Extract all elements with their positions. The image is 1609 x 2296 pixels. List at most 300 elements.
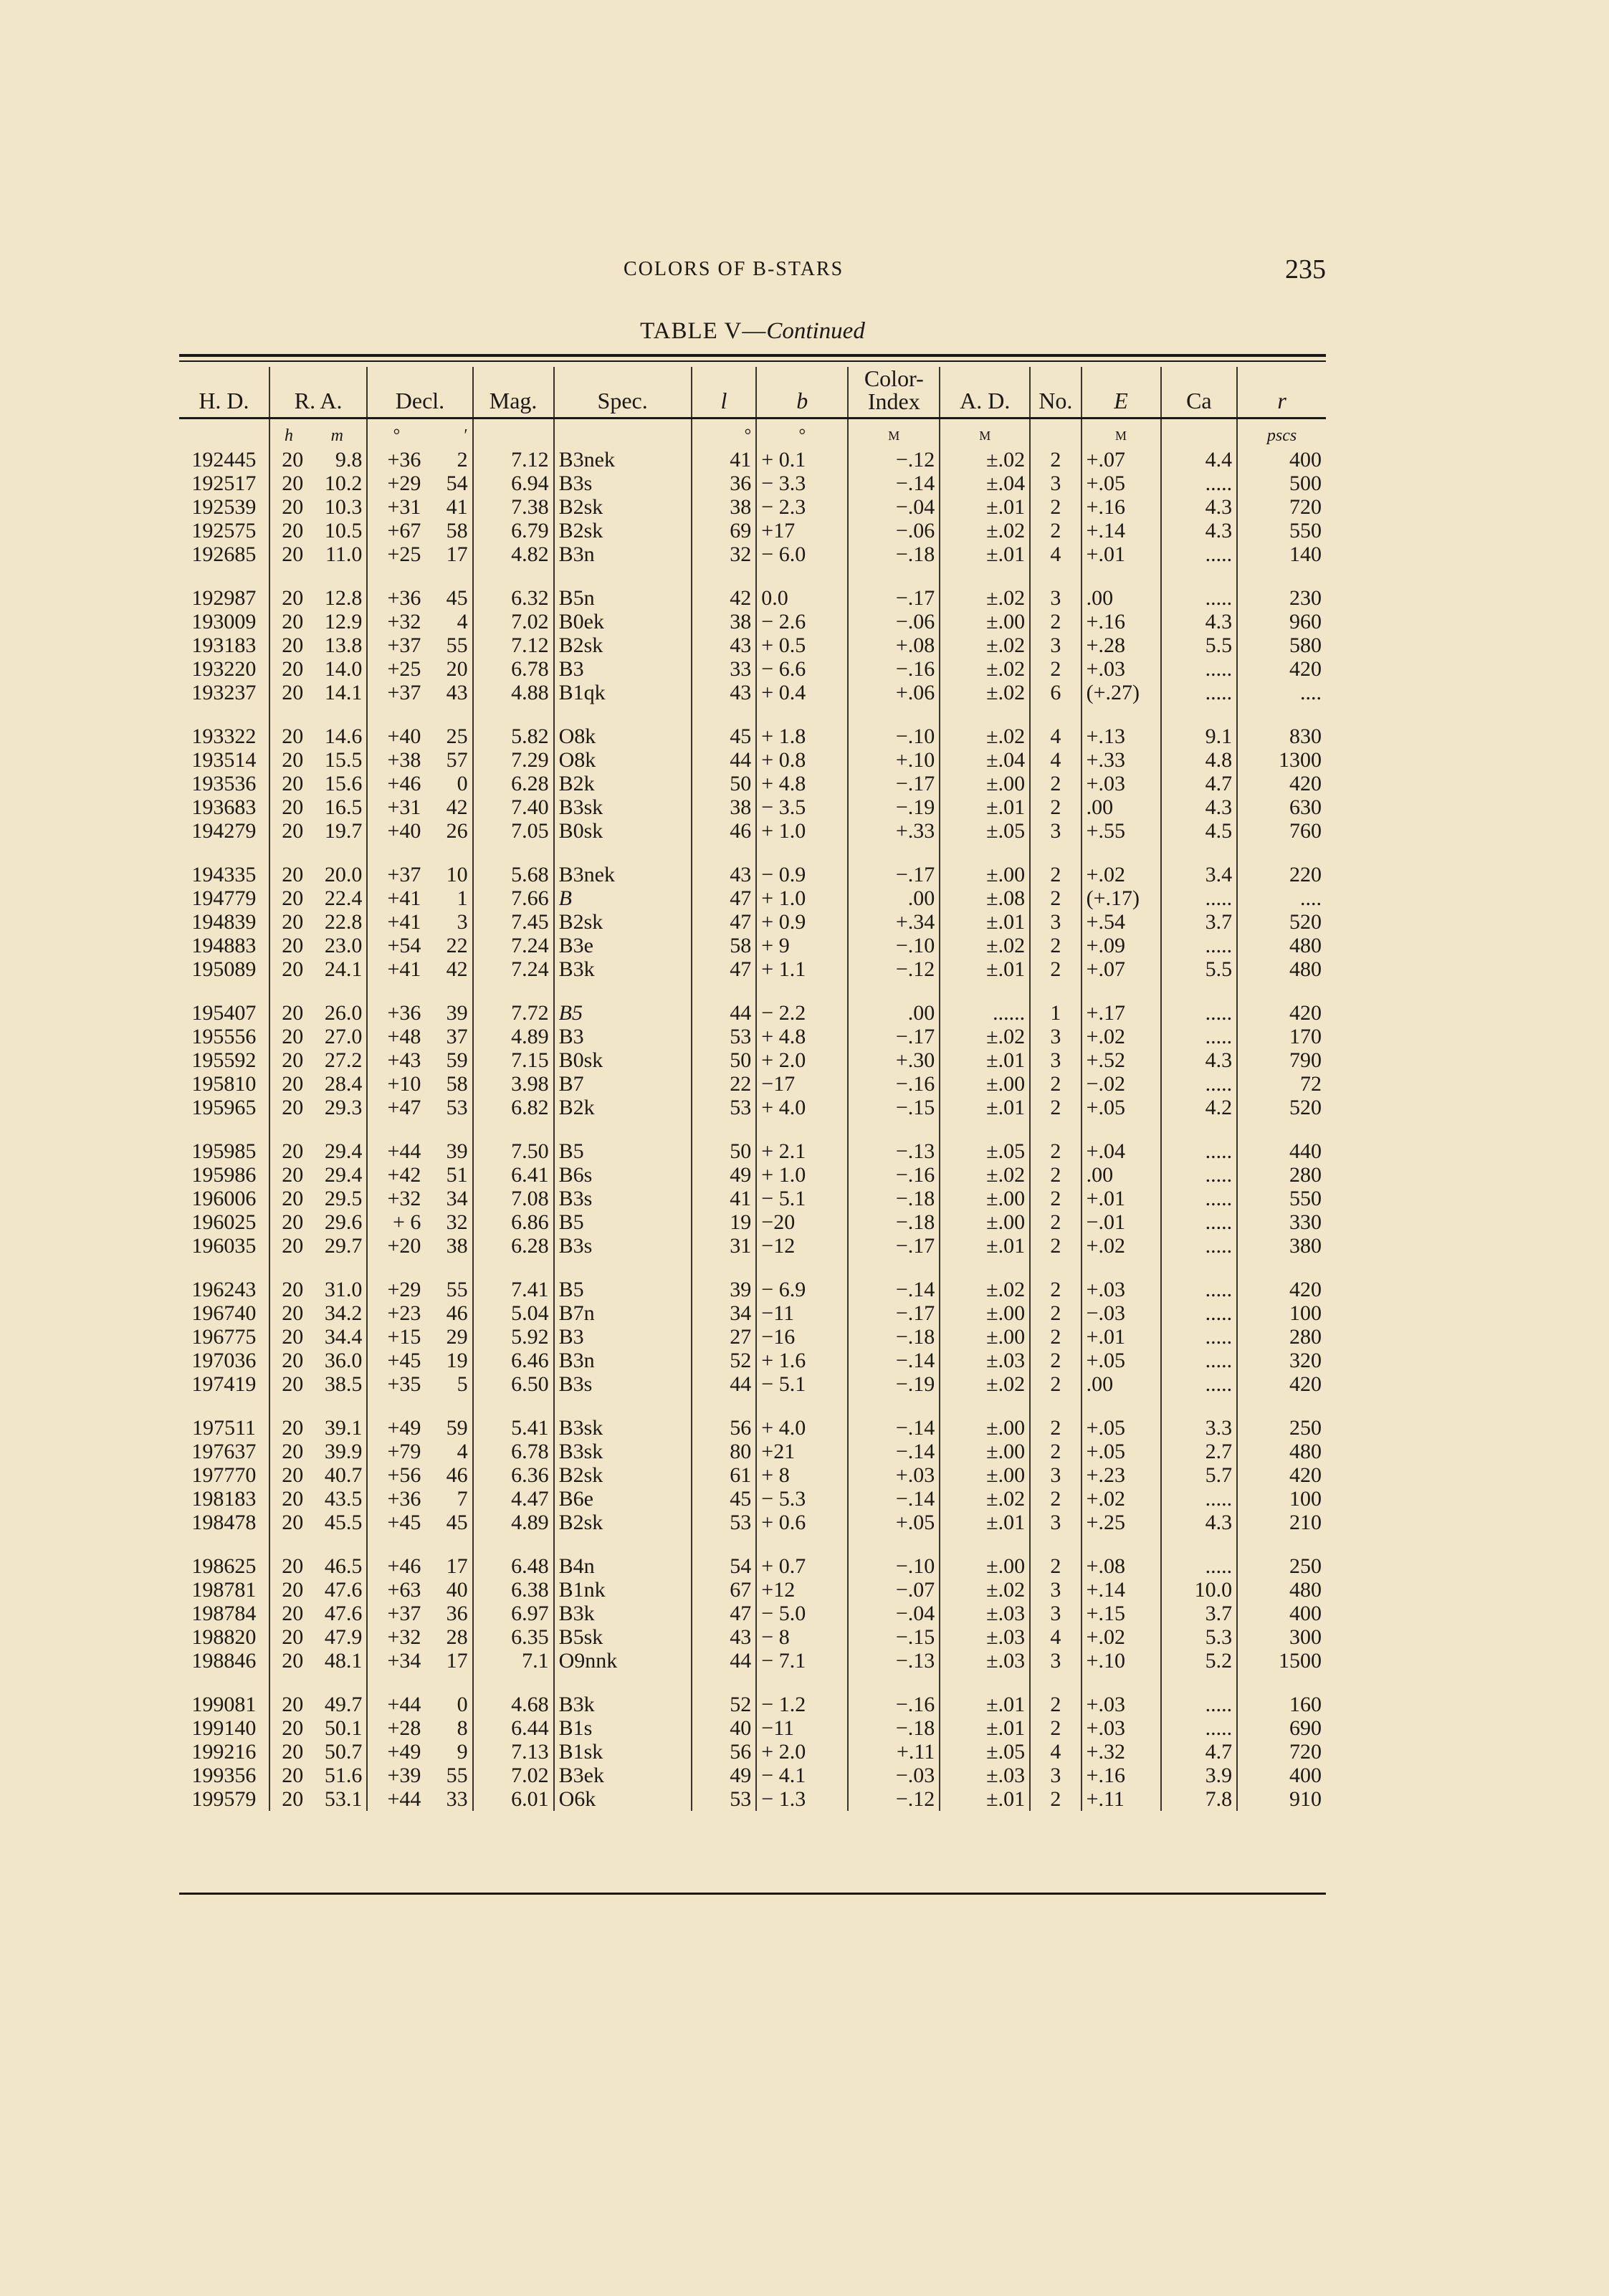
cell-l: 49 bbox=[692, 1163, 757, 1187]
cell-ad: ±.00 bbox=[940, 772, 1030, 795]
cell-ad: ±.03 bbox=[940, 1349, 1030, 1372]
cell-ad: ±.02 bbox=[940, 633, 1030, 657]
cell-l: 53 bbox=[692, 1787, 757, 1811]
cell-ca: 10.0 bbox=[1161, 1578, 1238, 1602]
cell-ad: ±.04 bbox=[940, 472, 1030, 495]
cell-hd: 199356 bbox=[191, 1764, 257, 1787]
cell-decl-deg: +20 bbox=[367, 1234, 425, 1258]
cell-color-index: −.12 bbox=[848, 448, 940, 472]
cell-no: 2 bbox=[1030, 772, 1081, 795]
cell-ca: 4.7 bbox=[1161, 1740, 1238, 1764]
cell-r: 550 bbox=[1237, 1187, 1326, 1210]
cell-b: − 4.1 bbox=[756, 1764, 848, 1787]
cell-hd: 196006 bbox=[191, 1187, 257, 1210]
cell-spec: B0sk bbox=[554, 819, 692, 843]
cell-ra-h: 20 bbox=[269, 1258, 307, 1301]
cell-color-index: −.04 bbox=[848, 495, 940, 519]
cell-decl-deg: +36 bbox=[367, 448, 425, 472]
cell-ad: ±.05 bbox=[940, 1119, 1030, 1163]
cell-e: +.16 bbox=[1082, 495, 1161, 519]
cell-no: 1 bbox=[1030, 981, 1081, 1025]
cell-r: 420 bbox=[1237, 657, 1326, 681]
cell-ra-h: 20 bbox=[269, 1511, 307, 1534]
cell-l: 33 bbox=[692, 657, 757, 681]
cell-l: 27 bbox=[692, 1325, 757, 1349]
cell-decl-deg: +79 bbox=[367, 1440, 425, 1463]
col-e: E bbox=[1082, 367, 1161, 418]
cell-ra-m: 39.9 bbox=[324, 1440, 363, 1463]
cell-e: +.05 bbox=[1082, 1396, 1161, 1440]
cell-r: 160 bbox=[1237, 1673, 1326, 1716]
page-number: 235 bbox=[1285, 254, 1326, 284]
cell-decl-deg: +15 bbox=[367, 1325, 425, 1349]
cell-mag: 6.82 bbox=[473, 1096, 554, 1119]
cell-ra-h: 20 bbox=[269, 1764, 307, 1787]
cell-no: 2 bbox=[1030, 519, 1081, 542]
cell-ra-m: 13.8 bbox=[324, 633, 363, 657]
cell-no: 2 bbox=[1030, 1187, 1081, 1210]
cell-ra-h: 20 bbox=[269, 957, 307, 981]
cell-ra-m: 53.1 bbox=[324, 1787, 363, 1811]
cell-r: 220 bbox=[1237, 843, 1326, 886]
cell-spec: B6e bbox=[554, 1487, 692, 1511]
cell-mag: 7.13 bbox=[473, 1740, 554, 1764]
cell-ra-m: 24.1 bbox=[324, 957, 363, 981]
cell-b: + 4.8 bbox=[756, 1025, 848, 1048]
cell-spec: O8k bbox=[554, 748, 692, 772]
cell-spec: B5 bbox=[554, 1258, 692, 1301]
table-caption-main: TABLE V— bbox=[640, 318, 767, 344]
col-spec: Spec. bbox=[554, 367, 692, 418]
cell-hd: 199140 bbox=[191, 1716, 257, 1740]
cell-r: 400 bbox=[1237, 448, 1326, 472]
cell-spec: B3nek bbox=[554, 448, 692, 472]
cell-b: −16 bbox=[756, 1325, 848, 1349]
cell-ra-h: 20 bbox=[269, 472, 307, 495]
cell-decl-min: 25 bbox=[446, 724, 468, 748]
cell-mag: 7.29 bbox=[473, 748, 554, 772]
cell-mag: 6.41 bbox=[473, 1163, 554, 1187]
cell-l: 53 bbox=[692, 1511, 757, 1534]
cell-ad: ±.01 bbox=[940, 542, 1030, 566]
cell-b: − 5.0 bbox=[756, 1602, 848, 1625]
table-row bbox=[179, 1096, 1326, 1119]
cell-ra-m: 14.6 bbox=[324, 724, 363, 748]
cell-b: +21 bbox=[756, 1440, 848, 1463]
cell-l: 47 bbox=[692, 957, 757, 981]
cell-color-index: −.14 bbox=[848, 472, 940, 495]
cell-decl-deg: +10 bbox=[367, 1072, 425, 1096]
cell-ca: ..... bbox=[1161, 1487, 1238, 1511]
cell-r: .... bbox=[1237, 681, 1326, 704]
cell-ca: 5.5 bbox=[1161, 957, 1238, 981]
cell-no: 2 bbox=[1030, 610, 1081, 633]
col-ca: Ca bbox=[1161, 367, 1238, 418]
cell-mag: 6.32 bbox=[473, 566, 554, 610]
cell-color-index: −.10 bbox=[848, 1534, 940, 1578]
cell-decl-deg: +32 bbox=[367, 1187, 425, 1210]
cell-ad: ±.04 bbox=[940, 748, 1030, 772]
cell-b: −17 bbox=[756, 1072, 848, 1096]
cell-ad: ±.00 bbox=[940, 1463, 1030, 1487]
cell-b: − 7.1 bbox=[756, 1649, 848, 1673]
cell-spec: B3k bbox=[554, 957, 692, 981]
cell-mag: 4.89 bbox=[473, 1511, 554, 1534]
cell-hd: 192539 bbox=[191, 495, 257, 519]
cell-hd: 193514 bbox=[191, 748, 257, 772]
cell-ra-m: 22.8 bbox=[324, 910, 363, 934]
cell-b: + 0.5 bbox=[756, 633, 848, 657]
cell-ad: ±.02 bbox=[940, 1258, 1030, 1301]
unit-ad: M bbox=[940, 418, 1030, 449]
cell-r: 440 bbox=[1237, 1119, 1326, 1163]
cell-b: + 2.1 bbox=[756, 1119, 848, 1163]
cell-l: 40 bbox=[692, 1716, 757, 1740]
cell-hd: 196035 bbox=[191, 1234, 257, 1258]
cell-b: −11 bbox=[756, 1716, 848, 1740]
cell-ca: ..... bbox=[1161, 1258, 1238, 1301]
cell-color-index: +.06 bbox=[848, 681, 940, 704]
cell-ad: ±.01 bbox=[940, 1096, 1030, 1119]
cell-ad: ±.02 bbox=[940, 566, 1030, 610]
cell-ra-m: 11.0 bbox=[325, 542, 363, 566]
cell-color-index: +.03 bbox=[848, 1463, 940, 1487]
cell-hd: 193009 bbox=[191, 610, 257, 633]
cell-r: 720 bbox=[1237, 1740, 1326, 1764]
cell-ad: ±.02 bbox=[940, 704, 1030, 748]
table-row bbox=[179, 1372, 1326, 1396]
cell-ra-m: 14.1 bbox=[324, 681, 363, 704]
cell-no: 2 bbox=[1030, 1787, 1081, 1811]
cell-mag: 5.82 bbox=[473, 704, 554, 748]
cell-decl-min: 8 bbox=[457, 1716, 468, 1740]
cell-b: − 1.3 bbox=[756, 1787, 848, 1811]
cell-b: − 5.3 bbox=[756, 1487, 848, 1511]
cell-e: +.23 bbox=[1082, 1463, 1161, 1487]
cell-no: 2 bbox=[1030, 886, 1081, 910]
cell-spec: B3nek bbox=[554, 843, 692, 886]
cell-b: +12 bbox=[756, 1578, 848, 1602]
cell-ra-h: 20 bbox=[269, 843, 307, 886]
cell-ra-m: 38.5 bbox=[324, 1372, 363, 1396]
cell-r: 520 bbox=[1237, 1096, 1326, 1119]
cell-ra-m: 34.4 bbox=[324, 1325, 363, 1349]
cell-spec: B1qk bbox=[554, 681, 692, 704]
cell-mag: 4.68 bbox=[473, 1673, 554, 1716]
cell-e: −.02 bbox=[1082, 1072, 1161, 1096]
cell-ra-m: 16.5 bbox=[324, 795, 363, 819]
table-row bbox=[179, 1025, 1326, 1048]
cell-decl-deg: +29 bbox=[367, 472, 425, 495]
cell-no: 2 bbox=[1030, 495, 1081, 519]
cell-ca: 4.5 bbox=[1161, 819, 1238, 843]
cell-ca: ..... bbox=[1161, 886, 1238, 910]
cell-ad: ±.02 bbox=[940, 1372, 1030, 1396]
table-row bbox=[179, 772, 1326, 795]
cell-ra-h: 20 bbox=[269, 772, 307, 795]
cell-ra-h: 20 bbox=[269, 1372, 307, 1396]
cell-mag: 6.97 bbox=[473, 1602, 554, 1625]
cell-decl-min: 45 bbox=[446, 586, 468, 610]
cell-mag: 6.78 bbox=[473, 657, 554, 681]
star-table bbox=[179, 367, 1326, 1811]
cell-no: 2 bbox=[1030, 1440, 1081, 1463]
cell-hd: 196740 bbox=[191, 1301, 257, 1325]
cell-decl-min: 43 bbox=[446, 681, 468, 704]
cell-hd: 199579 bbox=[191, 1787, 257, 1811]
cell-ca: 3.4 bbox=[1161, 843, 1238, 886]
cell-mag: 7.02 bbox=[473, 610, 554, 633]
cell-ra-h: 20 bbox=[269, 1072, 307, 1096]
cell-decl-min: 3 bbox=[457, 910, 468, 934]
cell-r: 230 bbox=[1237, 566, 1326, 610]
cell-e: −.03 bbox=[1082, 1301, 1161, 1325]
cell-ad: ±.01 bbox=[940, 1234, 1030, 1258]
col-r: r bbox=[1237, 367, 1326, 418]
cell-b: − 5.1 bbox=[756, 1187, 848, 1210]
cell-spec: B3n bbox=[554, 542, 692, 566]
cell-no: 3 bbox=[1030, 566, 1081, 610]
cell-hd: 193536 bbox=[191, 772, 257, 795]
unit-l: ° bbox=[692, 418, 757, 449]
table-row bbox=[179, 1463, 1326, 1487]
cell-no: 2 bbox=[1030, 957, 1081, 981]
cell-decl-deg: +67 bbox=[367, 519, 425, 542]
cell-ca: 4.3 bbox=[1161, 1511, 1238, 1534]
cell-b: + 2.0 bbox=[756, 1048, 848, 1072]
cell-ra-h: 20 bbox=[269, 910, 307, 934]
table-row bbox=[179, 704, 1326, 748]
cell-hd: 192987 bbox=[191, 586, 257, 610]
cell-mag: 5.68 bbox=[473, 843, 554, 886]
cell-color-index: −.06 bbox=[848, 519, 940, 542]
cell-color-index: −.17 bbox=[848, 1025, 940, 1048]
cell-r: 910 bbox=[1237, 1787, 1326, 1811]
cell-e: +.05 bbox=[1082, 1096, 1161, 1119]
top-rule-thin bbox=[179, 360, 1326, 362]
cell-r: 280 bbox=[1237, 1325, 1326, 1349]
cell-spec: B3s bbox=[554, 1187, 692, 1210]
cell-ra-h: 20 bbox=[269, 886, 307, 910]
cell-spec: O9nnk bbox=[554, 1649, 692, 1673]
cell-b: + 8 bbox=[756, 1463, 848, 1487]
cell-ra-h: 20 bbox=[269, 1325, 307, 1349]
cell-r: 480 bbox=[1237, 1578, 1326, 1602]
bottom-rule bbox=[179, 1893, 1326, 1895]
table-row bbox=[179, 610, 1326, 633]
unit-decl-deg: ° bbox=[367, 418, 425, 449]
cell-no: 2 bbox=[1030, 1673, 1081, 1716]
cell-e: −.01 bbox=[1082, 1210, 1161, 1234]
cell-l: 38 bbox=[692, 495, 757, 519]
cell-ra-m: 29.5 bbox=[324, 1187, 363, 1210]
cell-ra-h: 20 bbox=[269, 704, 307, 748]
cell-e: (+.27) bbox=[1082, 681, 1161, 704]
cell-b: − 6.6 bbox=[756, 657, 848, 681]
cell-decl-deg: +28 bbox=[367, 1716, 425, 1740]
cell-spec: B2sk bbox=[554, 633, 692, 657]
cell-l: 80 bbox=[692, 1440, 757, 1463]
cell-color-index: −.06 bbox=[848, 610, 940, 633]
table-row bbox=[179, 1740, 1326, 1764]
cell-ad: ±.02 bbox=[940, 1487, 1030, 1511]
running-head bbox=[179, 254, 1326, 290]
cell-ra-m: 27.0 bbox=[324, 1025, 363, 1048]
table-row bbox=[179, 1325, 1326, 1349]
cell-decl-deg: +48 bbox=[367, 1025, 425, 1048]
cell-l: 32 bbox=[692, 542, 757, 566]
cell-decl-min: 7 bbox=[457, 1487, 468, 1511]
top-rule-thick bbox=[179, 354, 1326, 357]
cell-spec: B3k bbox=[554, 1602, 692, 1625]
cell-color-index: −.03 bbox=[848, 1764, 940, 1787]
cell-ra-m: 19.7 bbox=[324, 819, 363, 843]
cell-no: 3 bbox=[1030, 910, 1081, 934]
cell-hd: 195986 bbox=[191, 1163, 257, 1187]
cell-decl-min: 34 bbox=[446, 1187, 468, 1210]
cell-spec: B0sk bbox=[554, 1048, 692, 1072]
cell-ra-m: 10.3 bbox=[324, 495, 363, 519]
cell-ad: ±.01 bbox=[940, 1511, 1030, 1534]
table-row bbox=[179, 495, 1326, 519]
cell-ra-h: 20 bbox=[269, 448, 307, 472]
cell-color-index: .00 bbox=[848, 981, 940, 1025]
cell-ra-m: 29.3 bbox=[324, 1096, 363, 1119]
cell-b: − 2.6 bbox=[756, 610, 848, 633]
cell-l: 19 bbox=[692, 1210, 757, 1234]
cell-ca: ..... bbox=[1161, 1325, 1238, 1349]
cell-decl-deg: +25 bbox=[367, 657, 425, 681]
cell-decl-min: 1 bbox=[457, 886, 468, 910]
cell-ad: ±.02 bbox=[940, 681, 1030, 704]
table-row bbox=[179, 1072, 1326, 1096]
table-row bbox=[179, 843, 1326, 886]
cell-spec: B3n bbox=[554, 1349, 692, 1372]
cell-decl-min: 59 bbox=[446, 1048, 468, 1072]
cell-ra-m: 14.0 bbox=[324, 657, 363, 681]
cell-ad: ±.00 bbox=[940, 1072, 1030, 1096]
cell-mag: 4.89 bbox=[473, 1025, 554, 1048]
cell-no: 2 bbox=[1030, 1210, 1081, 1234]
cell-decl-min: 37 bbox=[446, 1025, 468, 1048]
header-row bbox=[179, 367, 1326, 418]
cell-ca: 4.3 bbox=[1161, 795, 1238, 819]
cell-ca: ..... bbox=[1161, 981, 1238, 1025]
table-row bbox=[179, 1349, 1326, 1372]
cell-l: 56 bbox=[692, 1396, 757, 1440]
cell-decl-min: 32 bbox=[446, 1210, 468, 1234]
col-color-index-bottom: Index bbox=[867, 388, 920, 414]
cell-r: 760 bbox=[1237, 819, 1326, 843]
cell-r: 380 bbox=[1237, 1234, 1326, 1258]
cell-spec: B1sk bbox=[554, 1740, 692, 1764]
cell-l: 43 bbox=[692, 843, 757, 886]
cell-hd: 195556 bbox=[191, 1025, 257, 1048]
cell-ca: ..... bbox=[1161, 1234, 1238, 1258]
cell-ad: ±.03 bbox=[940, 1764, 1030, 1787]
cell-ra-m: 51.6 bbox=[324, 1764, 363, 1787]
cell-ad: ±.00 bbox=[940, 1534, 1030, 1578]
cell-ra-h: 20 bbox=[269, 1740, 307, 1764]
cell-mag: 4.82 bbox=[473, 542, 554, 566]
cell-decl-deg: +40 bbox=[367, 819, 425, 843]
cell-ra-m: 43.5 bbox=[324, 1487, 363, 1511]
cell-spec: B3sk bbox=[554, 1440, 692, 1463]
table-row bbox=[179, 1578, 1326, 1602]
cell-decl-min: 22 bbox=[446, 934, 468, 957]
cell-hd: 198183 bbox=[191, 1487, 257, 1511]
col-l: l bbox=[692, 367, 757, 418]
cell-l: 49 bbox=[692, 1764, 757, 1787]
cell-decl-min: 17 bbox=[446, 1554, 468, 1578]
cell-r: 320 bbox=[1237, 1349, 1326, 1372]
cell-ra-h: 20 bbox=[269, 1463, 307, 1487]
cell-color-index: −.12 bbox=[848, 1787, 940, 1811]
cell-l: 50 bbox=[692, 772, 757, 795]
cell-spec: B5 bbox=[554, 981, 692, 1025]
cell-l: 61 bbox=[692, 1463, 757, 1487]
cell-spec: B7n bbox=[554, 1301, 692, 1325]
cell-ca: 3.9 bbox=[1161, 1764, 1238, 1787]
cell-ra-h: 20 bbox=[269, 519, 307, 542]
cell-ra-m: 45.5 bbox=[324, 1511, 363, 1534]
cell-hd: 197637 bbox=[191, 1440, 257, 1463]
cell-color-index: −.12 bbox=[848, 957, 940, 981]
cell-decl-deg: +39 bbox=[367, 1764, 425, 1787]
cell-r: 420 bbox=[1237, 772, 1326, 795]
table-row bbox=[179, 1187, 1326, 1210]
cell-decl-deg: +41 bbox=[367, 957, 425, 981]
cell-e: .00 bbox=[1082, 1163, 1161, 1187]
cell-ra-h: 20 bbox=[269, 542, 307, 566]
cell-e: +.05 bbox=[1082, 1349, 1161, 1372]
cell-decl-min: 58 bbox=[446, 1072, 468, 1096]
cell-no: 3 bbox=[1030, 1764, 1081, 1787]
cell-ra-m: 31.0 bbox=[324, 1278, 363, 1301]
cell-b: − 3.3 bbox=[756, 472, 848, 495]
cell-b: + 2.0 bbox=[756, 1740, 848, 1764]
cell-ad: ±.02 bbox=[940, 519, 1030, 542]
cell-ad: ±.01 bbox=[940, 1673, 1030, 1716]
cell-hd: 195407 bbox=[191, 1001, 257, 1025]
cell-ca: 4.8 bbox=[1161, 748, 1238, 772]
cell-r: 420 bbox=[1237, 1463, 1326, 1487]
cell-no: 3 bbox=[1030, 472, 1081, 495]
cell-no: 4 bbox=[1030, 704, 1081, 748]
cell-ca: ..... bbox=[1161, 1119, 1238, 1163]
cell-color-index: −.17 bbox=[848, 1301, 940, 1325]
cell-l: 43 bbox=[692, 1625, 757, 1649]
cell-ra-h: 20 bbox=[269, 748, 307, 772]
cell-l: 42 bbox=[692, 566, 757, 610]
cell-mag: 6.78 bbox=[473, 1440, 554, 1463]
cell-mag: 5.92 bbox=[473, 1325, 554, 1349]
cell-mag: 3.98 bbox=[473, 1072, 554, 1096]
cell-ra-h: 20 bbox=[269, 981, 307, 1025]
cell-e: +.02 bbox=[1082, 1625, 1161, 1649]
cell-decl-deg: + 6 bbox=[367, 1210, 425, 1234]
cell-e: +.04 bbox=[1082, 1119, 1161, 1163]
cell-ca: ..... bbox=[1161, 1673, 1238, 1716]
cell-ra-m: 50.7 bbox=[324, 1740, 363, 1764]
cell-ad: ±.00 bbox=[940, 1301, 1030, 1325]
cell-decl-deg: +46 bbox=[367, 1534, 425, 1578]
cell-e: +.01 bbox=[1082, 1187, 1161, 1210]
cell-spec: B3 bbox=[554, 1025, 692, 1048]
cell-ra-m: 29.4 bbox=[324, 1139, 363, 1163]
cell-no: 3 bbox=[1030, 1025, 1081, 1048]
cell-ca: 4.7 bbox=[1161, 772, 1238, 795]
